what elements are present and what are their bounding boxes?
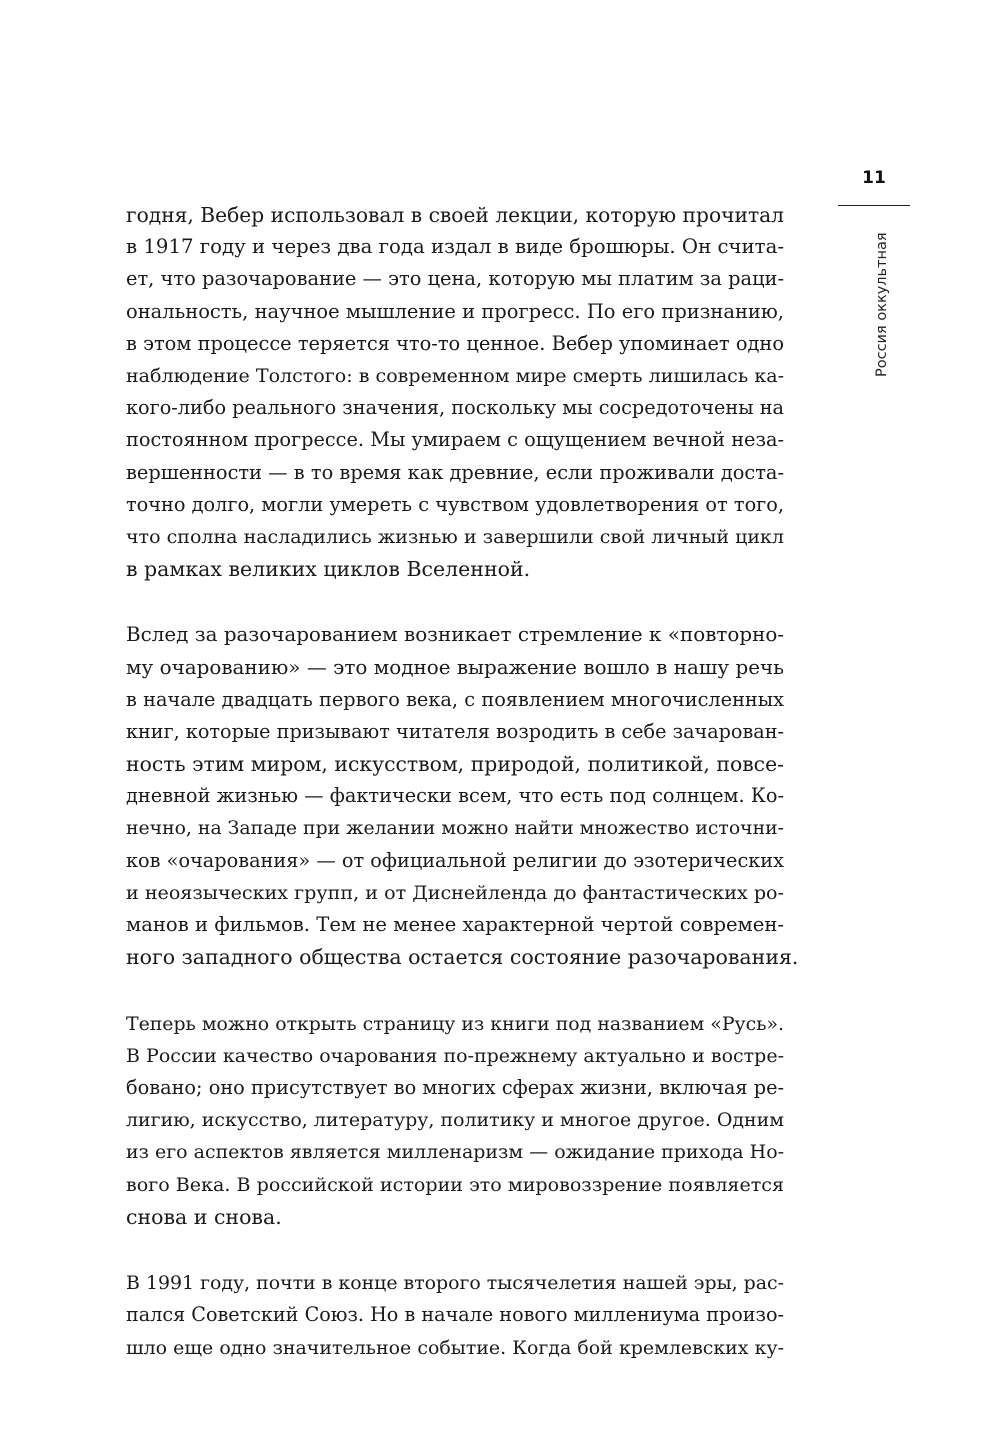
text-line: вого Века. В российской истории это мировоззрение появляется xyxy=(126,1173,784,1196)
text-line: в начале двадцать первого века, с появлением многочисленных xyxy=(126,687,784,711)
text-line: в рамках великих циклов Вселенной. xyxy=(126,557,531,582)
paragraph-4 xyxy=(126,1267,784,1364)
text-line: пался Советский Союз. Но в начале нового миллениума произо- xyxy=(126,1303,784,1327)
text-line: шло еще одно значительное событие. Когда бой кремлевских ку- xyxy=(126,1336,784,1359)
header-divider xyxy=(838,205,910,206)
paragraph-3 xyxy=(126,1008,784,1233)
running-title: Россия оккультная xyxy=(874,232,890,377)
text-line: нечно, на Западе при желании можно найти множество источни- xyxy=(126,817,784,839)
text-line: и неоязыческих групп, и от Диснейленда до фантастических ро- xyxy=(126,881,784,905)
text-line: ет, что разочарование — это цена, которую мы платим за раци- xyxy=(126,267,784,291)
text-line: бовано; оно присутствует во многих сферах жизни, включая ре- xyxy=(126,1076,784,1100)
text-line: манов и фильмов. Тем не менее характерной чертой современ- xyxy=(126,913,784,937)
text-line: вершенности — в то время как древние, если проживали доста- xyxy=(126,460,784,484)
text-line: В России качество очарования по-прежнему актуально и востре- xyxy=(126,1044,784,1067)
text-line: ного западного общества остается состояние разочарования. xyxy=(126,945,799,970)
text-line: что сполна насладились жизнью и завершили свой личный цикл xyxy=(126,526,784,549)
text-line: ков «очарования» — от официальной религии до эзотерических xyxy=(126,848,784,872)
text-line: лигию, искусство, литературу, политику и многое другое. Одним xyxy=(126,1109,784,1132)
text-line: В 1991 году, почти в конце второго тысячелетия нашей эры, рас- xyxy=(126,1272,784,1295)
text-line: точно долго, могли умереть с чувством удовлетворения от того, xyxy=(126,492,784,516)
paragraph-2 xyxy=(126,619,799,973)
page-number: 11 xyxy=(862,168,886,188)
text-line: ональность, научное мышление и прогресс. По его признанию, xyxy=(126,299,784,323)
text-line: годня, Вебер использовал в своей лекции, которую прочитал xyxy=(126,203,784,227)
text-line: му очарованию» — это модное выражение вошло в нашу речь xyxy=(126,655,784,679)
text-line: снова и снова. xyxy=(126,1204,282,1229)
text-line: из его аспектов является милленаризм — ожидание прихода Но- xyxy=(126,1141,784,1164)
text-line: Вслед за разочарованием возникает стремление к «повторно- xyxy=(126,623,784,647)
body-text xyxy=(126,199,799,1398)
text-line: дневной жизнью — фактически всем, что есть под солнцем. Ко- xyxy=(126,784,784,808)
text-line: ность этим миром, искусством, природой, политикой, повсе- xyxy=(126,752,784,777)
paragraph-1 xyxy=(126,199,784,585)
text-line: в этом процессе теряется что-то ценное. Вебер упоминает одно xyxy=(126,331,784,355)
text-line: кого-либо реального значения, поскольку мы сосредоточены на xyxy=(126,396,784,420)
text-line: книг, которые призывают читателя возродить в себе зачарован- xyxy=(126,720,784,744)
text-line: наблюдение Толстого: в современном мире смерть лишилась ка- xyxy=(126,365,784,388)
text-line: Теперь можно открыть страницу из книги под названием «Русь». xyxy=(126,1012,784,1035)
text-line: постоянном прогрессе. Мы умираем с ощущением вечной неза- xyxy=(126,428,784,452)
text-line: в 1917 году и через два года издал в виде брошюры. Он счита- xyxy=(126,235,784,259)
